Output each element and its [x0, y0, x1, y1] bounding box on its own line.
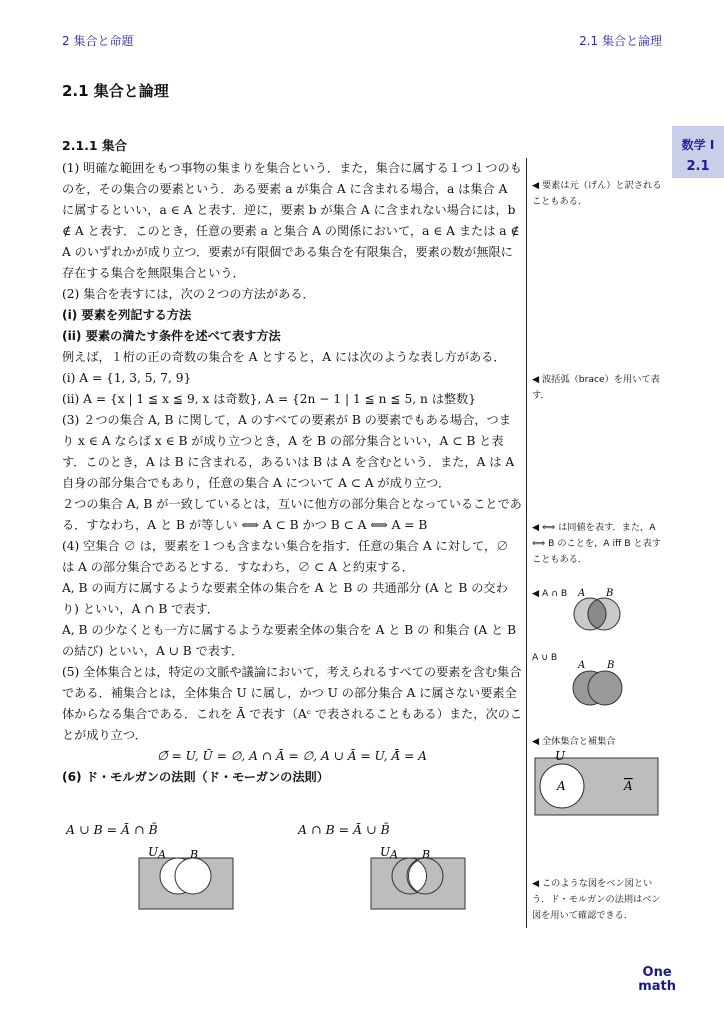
- venn-label-a: A: [557, 779, 566, 793]
- note-universal-complement: ◀ 全体集合と補集合: [532, 736, 616, 747]
- note-iff: ◀ ⟺ は同値を表す．また，A ⟺ B のことを，A iff B と表すこともある．: [532, 522, 662, 565]
- running-header-chapter: 2 集合と命題: [62, 34, 134, 48]
- venn-label-a-bar: A: [624, 779, 633, 793]
- venn-label-u: U: [555, 749, 566, 763]
- de-morgan-formula-2: A ∩ B = Ā ∪ B̄: [298, 822, 390, 837]
- paragraph-3: (3) ２つの集合 A, B に関して，A のすべての要素が B の要素でもある場合，つまり x ∈ A ならば x ∈ B が成り立つとき，A を B の部分集合といい，A ⊂ B と表す．このとき，A は B に含まれる，あるいは B は A を含むという．また，A は A 自身の部分集合でもあり，任意の集合 A について A ⊂ A が成り立つ．: [62, 413, 515, 490]
- paragraph-4: (4) 空集合 ∅ は，要素を１つも含まない集合を指す．任意の集合 A に対して，∅ は A の部分集合であるとする．すなわち，∅ ⊂ A と約束する．: [62, 539, 509, 574]
- margin-rule: [526, 158, 527, 928]
- logo-line-2: math: [638, 979, 676, 994]
- side-tab-subject: 数学 I: [681, 138, 715, 152]
- venn-label-u: U: [148, 845, 159, 859]
- note-union: A ∪ B: [532, 652, 558, 663]
- paragraph-4b: A, B の両方に属するような要素全体の集合を A と B の 共通部分 (A と B の交わり) といい，A ∩ B で表す．: [62, 581, 508, 616]
- main-text: [62, 158, 522, 788]
- paragraph-1: (1) 明確な範囲をもつ事物の集まりを集合という．また，集合に属する１つ１つのものを，その集合の要素という．ある要素 a が集合 A に含まれる場合，a は集合 A に属するといい，a ∈ A と表す．逆に，要素 b が集合 A に含まれない場合には，b ∉ A と表す．このとき，任意の要素 a と集合 A の関係において，a ∈ A または a ∉ A のいずれかが成り立つ．要素が有限個である集合を有限集合，要素の数が無限に存在する集合を無限集合という．: [62, 161, 522, 280]
- side-tab-number: 2.1: [686, 159, 710, 174]
- venn-de-morgan-2: [370, 842, 466, 910]
- method-i: (i) 要素を列記する方法: [62, 308, 192, 322]
- venn-label-b: B: [190, 848, 199, 861]
- venn-de-morgan-1: [138, 842, 234, 910]
- note-element: ◀ 要素は元（げん）と訳されることもある．: [532, 180, 662, 207]
- venn-intersection: [570, 584, 626, 636]
- side-tab: [672, 126, 724, 178]
- brand-logo: [638, 966, 676, 994]
- subsection-title: 2.1.1 集合: [62, 138, 127, 153]
- logo-line-1: One: [642, 965, 672, 980]
- de-morgan-formula-1: A ∪ B = Ā ∩ B̄: [66, 822, 158, 837]
- venn-label-b: B: [607, 660, 615, 671]
- paragraph-4c: A, B の少なくとも一方に属するような要素全体の集合を A と B の 和集合 (A と B の結び) といい，A ∪ B で表す．: [62, 623, 517, 658]
- venn-label-a: A: [578, 660, 586, 671]
- venn-label-b: B: [422, 848, 431, 861]
- venn-label-u: U: [380, 845, 391, 859]
- paragraph-3b: ２つの集合 A, B が一致しているとは，互いに他方の部分集合となっていることである．すなわち，A と B が等しい ⟺ A ⊂ B かつ B ⊂ A ⟺ A = B: [62, 497, 522, 532]
- note-intersection: ◀ A ∩ B: [532, 588, 568, 599]
- section-title: 2.1 集合と論理: [62, 82, 169, 100]
- example-intro: 例えば，１桁の正の奇数の集合を A とすると，A には次のような表し方がある．: [62, 350, 506, 364]
- venn-label-b: B: [606, 588, 614, 599]
- complement-equations: ∅̄ = U, Ū = ∅, A ∩ Ā = ∅, A ∪ Ā = U, Ā̄ = A: [157, 749, 427, 763]
- venn-union: [570, 656, 626, 710]
- de-morgan-heading: (6) ド・モルガンの法則（ド・モーガンの法則）: [62, 770, 329, 784]
- paragraph-2: (2) 集合を表すには，次の２つの方法がある．: [62, 287, 315, 301]
- note-brace: ◀ 波括弧（brace）を用いて表す．: [532, 374, 660, 401]
- venn-universal-complement: [532, 748, 660, 816]
- venn-label-a: A: [390, 848, 398, 861]
- running-header-section: 2.1 集合と論理: [579, 34, 662, 48]
- method-ii: (ii) 要素の満たす条件を述べて表す方法: [62, 329, 281, 343]
- example-i: (i) A = {1, 3, 5, 7, 9}: [62, 371, 192, 385]
- venn-label-a: A: [158, 848, 166, 861]
- example-ii: (ii) A = {x | 1 ≦ x ≦ 9, x は奇数}, A = {2n − 1 | 1 ≦ n ≦ 5, n は整数}: [62, 392, 477, 406]
- venn-label-a: A: [578, 588, 586, 599]
- note-venn-diagram: ◀ このような図をベン図という．ド・モルガンの法則はベン図を用いて確認できる．: [532, 878, 661, 921]
- paragraph-5: (5) 全体集合とは，特定の文脈や議論において，考えられるすべての要素を含む集合である．補集合とは，全体集合 U に属し，かつ U の部分集合 A に属さない要素全体からなる集合である．これを Ā で表す（Aᶜ で表されることもある）また，次のことが成り立つ．: [62, 665, 523, 742]
